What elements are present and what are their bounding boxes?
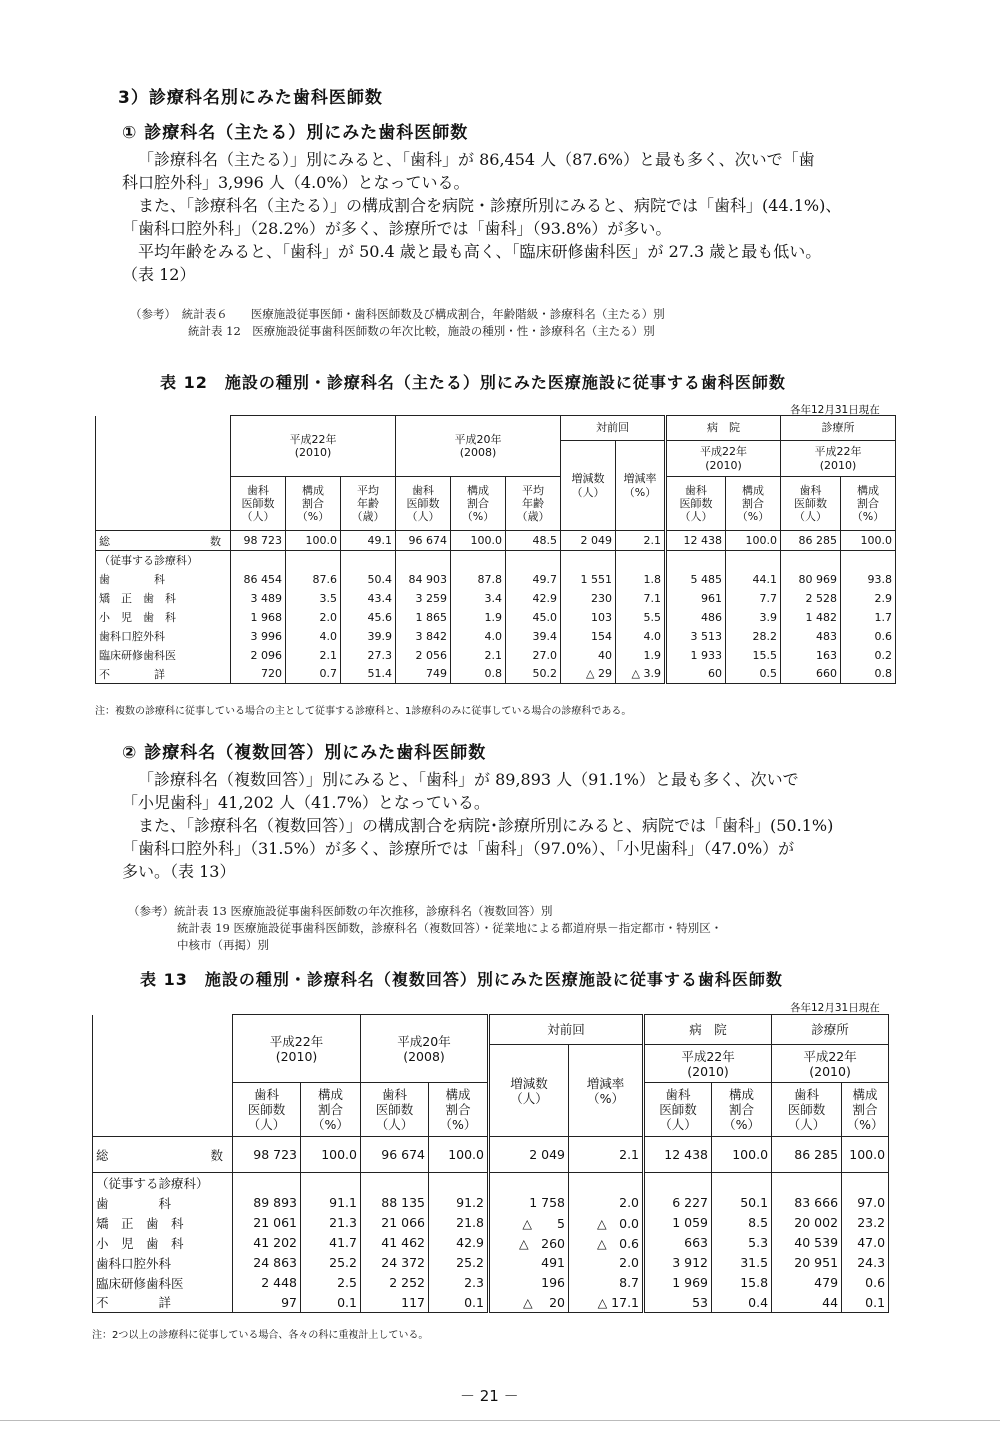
row-label: 臨床研修歯科医 [96,646,231,665]
table12-as-of: 各年12月31日現在 [790,404,880,416]
reference-line: （参考） 統計表６ 医療施設従事医師・歯科医師数及び構成割合，年齢階級・診療科名（主たる）別 [130,307,665,321]
cell: 1.9 [451,608,506,627]
cell: 2 049 [489,1137,569,1173]
cell: 103 [561,608,616,627]
cell: 3 513 [666,627,726,646]
cell: 0.6 [841,627,896,646]
para-line: また、「診療科名（主たる）」の構成割合を病院・診療所別にみると、病院では「歯科」(44.1%)、 [138,196,842,215]
cell: 100.0 [429,1137,489,1173]
cell: 27.3 [341,646,396,665]
row-label: 小 児 歯 科 [93,1233,233,1253]
table-row [96,627,896,646]
para-line: 多い。（表 13） [122,862,236,881]
cell: 0.1 [429,1293,489,1313]
cell: 3 842 [396,627,451,646]
header-hospital-2010: 平成22年 (2010) [644,1045,772,1083]
cell: 3.9 [726,608,781,627]
cell: 0.7 [286,665,341,684]
row-label: 総 数 [93,1137,233,1173]
cell: 2.1 [616,531,666,551]
cell: 1 968 [231,608,286,627]
table-row [93,1273,889,1293]
paragraph-2 [122,768,922,883]
row-label: 矯 正 歯 科 [96,589,231,608]
cell: 1 865 [396,608,451,627]
cell: △ 260 [489,1233,569,1253]
table13-as-of: 各年12月31日現在 [790,1002,880,1014]
cell: 1 551 [561,570,616,589]
cell: 25.2 [429,1253,489,1273]
col-count: 歯科 医師数 （人） [231,477,286,531]
cell: 23.2 [842,1213,889,1233]
cell: 84 903 [396,570,451,589]
col-count: 歯科 医師数 （人） [644,1083,712,1137]
cell: 24 372 [361,1253,429,1273]
table-row [96,589,896,608]
cell: 24.3 [842,1253,889,1273]
cell: 12 438 [644,1137,712,1173]
cell: 86 454 [231,570,286,589]
cell: 1 059 [644,1213,712,1233]
cell: 89 893 [233,1193,301,1213]
cell: 486 [666,608,726,627]
header-2010: 平成22年 (2010) [231,416,396,477]
cell: 91.2 [429,1193,489,1213]
header-diff: 増減数 （人） [561,441,616,531]
table-row-total [96,531,896,551]
row-label: 矯 正 歯 科 [93,1213,233,1233]
col-share: 構成 割合 （%） [429,1083,489,1137]
cell: 1 482 [781,608,841,627]
cell: 0.5 [726,665,781,684]
cell: 5 485 [666,570,726,589]
table-row [96,665,896,684]
cell: 3 996 [231,627,286,646]
cell: 7.1 [616,589,666,608]
para-line: 科口腔外科」3,996 人（4.0%）となっている。 [122,173,470,192]
cell: 4.0 [616,627,666,646]
cell: 230 [561,589,616,608]
reference-line: 中核市（再掲）別 [177,938,269,952]
subsection-heading-1: ① 診療科名（主たる）別にみた歯科医師数 [122,123,469,143]
cell: 51.4 [341,665,396,684]
cell: 117 [361,1293,429,1313]
cell: 39.9 [341,627,396,646]
cell: 8.7 [569,1273,644,1293]
col-count: 歯科 医師数 （人） [396,477,451,531]
para-line: 「小児歯科」41,202 人（41.7%）となっている。 [122,793,490,812]
table12-note: 注：複数の診療科に従事している場合の主として従事する診療科と、1診療科のみに従事している場合の診療科である。 [95,706,632,717]
cell: △ 5 [489,1213,569,1233]
header-prev: 対前回 [561,416,666,441]
table-row [93,1193,889,1213]
cell: 0.4 [712,1293,772,1313]
cell: 98 723 [233,1137,301,1173]
cell: 42.9 [429,1233,489,1253]
cell: 87.6 [286,570,341,589]
table13-note: 注：2つ以上の診療科に従事している場合、各々の科に重複計上している。 [92,1330,429,1341]
cell: 100.0 [712,1137,772,1173]
col-count: 歯科 医師数 （人） [233,1083,301,1137]
cell: 24 863 [233,1253,301,1273]
cell: 12 438 [666,531,726,551]
header-hospital-2010: 平成22年 (2010) [666,441,781,477]
row-label: 不 詳 [93,1293,233,1313]
para-line: 「歯科口腔外科」（28.2%）が多く、診療所では「歯科」（93.8%）が多い。 [122,219,672,238]
page-number: － 21 － [460,1387,519,1405]
cell: △ 20 [489,1293,569,1313]
group-label: （従事する診療科） [96,551,231,570]
header-clinic-2010: 平成22年 (2010) [781,441,896,477]
row-label: 小 児 歯 科 [96,608,231,627]
col-share: 構成 割合 （%） [712,1083,772,1137]
cell: 100.0 [726,531,781,551]
cell: 2.5 [301,1273,361,1293]
cell: 720 [231,665,286,684]
col-count: 歯科 医師数 （人） [361,1083,429,1137]
cell: 2 049 [561,531,616,551]
cell: 1.7 [841,608,896,627]
cell: 2.0 [286,608,341,627]
cell: 100.0 [841,531,896,551]
table-row [93,1293,889,1313]
cell: 15.5 [726,646,781,665]
reference-2 [128,903,722,954]
cell: 1 969 [644,1273,712,1293]
reference-1 [130,306,665,340]
cell: 0.8 [841,665,896,684]
cell: △ 0.0 [569,1213,644,1233]
cell: 2 252 [361,1273,429,1293]
cell: 2.1 [451,646,506,665]
para-line: 平均年齢をみると、「歯科」が 50.4 歳と最も高く、「臨床研修歯科医」が 27.3 歳と最も低い。 [138,242,822,261]
cell: 1.8 [616,570,666,589]
cell: 0.1 [842,1293,889,1313]
col-age: 平均 年齢 （歳） [506,477,561,531]
cell: 100.0 [842,1137,889,1173]
row-label: 総 数 [96,531,231,551]
cell: 100.0 [286,531,341,551]
cell: 7.7 [726,589,781,608]
cell: 25.2 [301,1253,361,1273]
cell: 53 [644,1293,712,1313]
row-label: 歯科口腔外科 [96,627,231,646]
cell: 80 969 [781,570,841,589]
cell: 163 [781,646,841,665]
cell: 49.7 [506,570,561,589]
col-share: 構成 割合 （%） [451,477,506,531]
cell: 483 [781,627,841,646]
cell: △ 0.6 [569,1233,644,1253]
cell: 96 674 [361,1137,429,1173]
col-share: 構成 割合 （%） [842,1083,889,1137]
row-label: 歯 科 [96,570,231,589]
cell: 3.5 [286,589,341,608]
cell: 39.4 [506,627,561,646]
cell: 91.1 [301,1193,361,1213]
cell: 31.5 [712,1253,772,1273]
cell: 44.1 [726,570,781,589]
cell: 660 [781,665,841,684]
col-count: 歯科 医師数 （人） [781,477,841,531]
cell: 2 096 [231,646,286,665]
page-bottom-rule [0,1420,1000,1421]
cell: 100.0 [301,1137,361,1173]
cell: 41.7 [301,1233,361,1253]
subsection-heading-2: ② 診療科名（複数回答）別にみた歯科医師数 [122,743,487,763]
cell: 15.8 [712,1273,772,1293]
reference-line: 統計表 12 医療施設従事歯科医師数の年次比較，施設の種別・性・診療科名（主たる）別 [188,324,655,338]
para-line: 「診療科名（主たる）」別にみると、「歯科」が 86,454 人（87.6%）と最も多く、次いで「歯 [138,150,815,169]
cell: 27.0 [506,646,561,665]
cell: △ 17.1 [569,1293,644,1313]
table-13 [92,1014,889,1313]
cell: 2.1 [286,646,341,665]
cell: 40 539 [772,1233,842,1253]
cell: 663 [644,1233,712,1253]
reference-line: （参考）統計表 13 医療施設従事歯科医師数の年次推移，診療科名（複数回答）別 [128,904,553,918]
cell: 0.8 [451,665,506,684]
header-hospital: 病 院 [644,1015,772,1045]
table-row [96,570,896,589]
cell: 21.8 [429,1213,489,1233]
cell: 20 951 [772,1253,842,1273]
cell: 8.5 [712,1213,772,1233]
cell: 45.6 [341,608,396,627]
cell: 50.4 [341,570,396,589]
header-2008: 平成20年 (2008) [361,1015,489,1083]
cell: 2 448 [233,1273,301,1293]
cell: 50.2 [506,665,561,684]
table-row [93,1233,889,1253]
cell: 0.2 [841,646,896,665]
cell: 2 528 [781,589,841,608]
cell: 4.0 [286,627,341,646]
cell: 1 933 [666,646,726,665]
cell: 479 [772,1273,842,1293]
table13-title: 表 13 施設の種別・診療科名（複数回答）別にみた医療施設に従事する歯科医師数 [140,970,783,989]
header-clinic: 診療所 [781,416,896,441]
cell: 100.0 [451,531,506,551]
cell: 48.5 [506,531,561,551]
col-count: 歯科 医師数 （人） [666,477,726,531]
cell: 154 [561,627,616,646]
cell: 5.3 [712,1233,772,1253]
para-line: 「診療科名（複数回答）」別にみると、「歯科」が 89,893 人（91.1%）と最も多く、次いで [138,770,799,789]
group-label: （従事する診療科） [93,1173,233,1193]
col-share: 構成 割合 （%） [301,1083,361,1137]
cell: 86 285 [772,1137,842,1173]
header-2008: 平成20年 (2008) [396,416,561,477]
cell: 47.0 [842,1233,889,1253]
cell: 5.5 [616,608,666,627]
cell: 20 002 [772,1213,842,1233]
cell: 96 674 [396,531,451,551]
col-share: 構成 割合 （%） [841,477,896,531]
cell: △ 3.9 [616,665,666,684]
cell: 83 666 [772,1193,842,1213]
cell: 1.9 [616,646,666,665]
cell: 491 [489,1253,569,1273]
cell: 40 [561,646,616,665]
cell: 2.3 [429,1273,489,1293]
row-label: 不 詳 [96,665,231,684]
cell: 41 202 [233,1233,301,1253]
cell: 961 [666,589,726,608]
cell: 3.4 [451,589,506,608]
table-row [93,1253,889,1273]
header-rate: 増減率 （%） [569,1045,644,1137]
cell: 21.3 [301,1213,361,1233]
paragraph-1 [122,148,922,286]
cell: 0.6 [842,1273,889,1293]
cell: 6 227 [644,1193,712,1213]
table-row [96,608,896,627]
para-line: また、「診療科名（複数回答）」の構成割合を病院･診療所別にみると、病院では「歯科」(50.1%) [138,816,834,835]
cell: 2.0 [569,1193,644,1213]
cell: 2.1 [569,1137,644,1173]
cell: 3 259 [396,589,451,608]
col-share: 構成 割合 （%） [726,477,781,531]
cell: 749 [396,665,451,684]
table-row-total [93,1137,889,1173]
cell: 41 462 [361,1233,429,1253]
row-label: 歯 科 [93,1193,233,1213]
cell: 86 285 [781,531,841,551]
cell: 21 061 [233,1213,301,1233]
cell: 43.4 [341,589,396,608]
reference-line: 統計表 19 医療施設従事歯科医師数，診療科名（複数回答）・従業地による都道府県－指定都市・特別区・ [177,921,723,935]
col-share: 構成 割合 （%） [286,477,341,531]
header-hospital: 病 院 [666,416,781,441]
cell: 98 723 [231,531,286,551]
cell: 2.9 [841,589,896,608]
stub-header [96,416,231,531]
header-clinic-2010: 平成22年 (2010) [772,1045,889,1083]
cell: 2 056 [396,646,451,665]
cell: 87.8 [451,570,506,589]
row-label: 臨床研修歯科医 [93,1273,233,1293]
stub-header [93,1015,233,1137]
cell: 0.1 [301,1293,361,1313]
table12-title: 表 12 施設の種別・診療科名（主たる）別にみた医療施設に従事する歯科医師数 [160,373,786,392]
table-12 [95,415,896,684]
table-row-group [93,1173,889,1193]
header-diff: 増減数 （人） [489,1045,569,1137]
cell: 28.2 [726,627,781,646]
cell: 2.0 [569,1253,644,1273]
cell: 88 135 [361,1193,429,1213]
col-count: 歯科 医師数 （人） [772,1083,842,1137]
cell: 21 066 [361,1213,429,1233]
header-clinic: 診療所 [772,1015,889,1045]
cell: 93.8 [841,570,896,589]
para-line: （表 12） [122,265,196,284]
header-prev: 対前回 [489,1015,644,1045]
cell: 49.1 [341,531,396,551]
cell: 3 912 [644,1253,712,1273]
cell: △ 29 [561,665,616,684]
table-row-group [96,551,896,570]
cell: 60 [666,665,726,684]
col-age: 平均 年齢 （歳） [341,477,396,531]
cell: 3 489 [231,589,286,608]
para-line: 「歯科口腔外科」（31.5%）が多く、診療所では「歯科」（97.0%）、「小児歯科」（47.0%）が [122,839,795,858]
table-row [96,646,896,665]
cell: 50.1 [712,1193,772,1213]
section-heading: 3）診療科名別にみた歯科医師数 [118,88,383,108]
cell: 45.0 [506,608,561,627]
table-row [93,1213,889,1233]
row-label: 歯科口腔外科 [93,1253,233,1273]
header-rate: 増減率 （%） [616,441,666,531]
cell: 42.9 [506,589,561,608]
cell: 196 [489,1273,569,1293]
cell: 1 758 [489,1193,569,1213]
cell: 4.0 [451,627,506,646]
header-2010: 平成22年 (2010) [233,1015,361,1083]
cell: 44 [772,1293,842,1313]
cell: 97 [233,1293,301,1313]
cell: 97.0 [842,1193,889,1213]
